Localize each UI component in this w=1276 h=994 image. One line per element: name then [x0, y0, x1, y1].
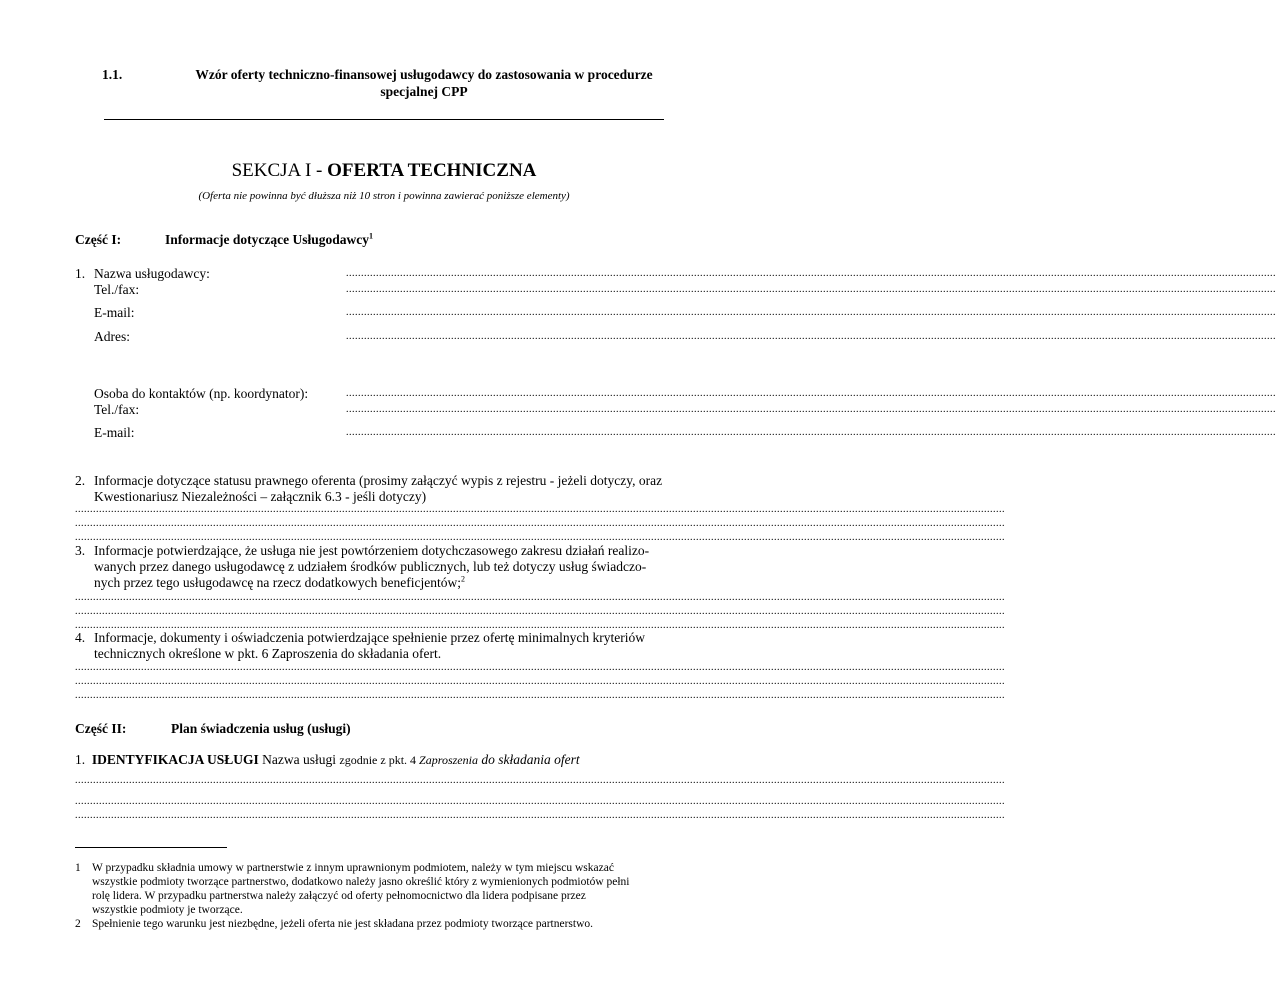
section-prefix: SEKCJA I -: [231, 160, 328, 181]
item4-line2: technicznych określone w pkt. 6 Zaproszenia do składania ofert.: [94, 646, 442, 661]
service-answer-line-1[interactable]: ......................................................................................................................................................................................................................................................................................................................: [75, 775, 1005, 786]
footnote-2-line1: Spełnienie tego warunku jest niezbędne, jeżeli oferta nie jest składana przez podmioty tworzące partnerstwo.: [92, 918, 594, 930]
footnote-ref-1: 1: [368, 231, 373, 241]
contact-tel-field[interactable]: ......................................................................................................................................................................................................................................................................................................................: [346, 404, 1276, 415]
service-heading-line: [75, 752, 580, 768]
service-heading: IDENTYFIKACJA USŁUGI: [91, 752, 259, 767]
footnote-1-line1: W przypadku składnia umowy w partnerstwie z innym uprawnionym podmiotem, należy w tym miejscu wskazać: [92, 862, 614, 874]
service-number: 1.: [75, 752, 86, 767]
service-text1: Nazwa usługi: [258, 752, 340, 767]
item3-line1: Informacje potwierdzające, że usługa nie jest powtórzeniem dotychczasowego zakresu działań realizo-: [94, 543, 650, 558]
item3-line2: wanych przez danego usługodawcę z udziałem środków publicznych, lub też dotyczy usług świadczo-: [94, 559, 647, 574]
header-divider: [104, 119, 664, 120]
part2-title: Plan świadczenia usług (usługi): [171, 721, 351, 736]
footnote-divider: [75, 847, 227, 848]
footnote-ref-2: 2: [460, 574, 465, 584]
contact-field[interactable]: ......................................................................................................................................................................................................................................................................................................................: [346, 388, 1276, 399]
footnote-1-number: 1: [75, 862, 81, 874]
part1-title: Informacje dotyczące Usługodawcy: [165, 232, 369, 247]
item1-number: 1.: [75, 266, 86, 281]
item1-email-label: E-mail:: [94, 305, 135, 320]
item1-name-label: Nazwa usługodawcy:: [94, 266, 210, 281]
item1-contact-email-label: E-mail:: [94, 425, 135, 440]
item1-tel-label: Tel./fax:: [94, 282, 140, 297]
footnote-2-number: 2: [75, 918, 81, 930]
item4-line1: Informacje, dokumenty i oświadczenia potwierdzające spełnienie przez ofertę minimalnych kryteriów: [94, 630, 646, 645]
service-text3: Zaproszenia: [419, 753, 478, 767]
part2-label: Część II:: [75, 721, 127, 736]
item4-answer-line-3[interactable]: ......................................................................................................................................................................................................................................................................................................................: [75, 690, 1005, 701]
item1-contact-label: Osoba do kontaktów (np. koordynator):: [94, 386, 309, 401]
contact-email-field[interactable]: ......................................................................................................................................................................................................................................................................................................................: [346, 427, 1276, 438]
part1-title-wrap: [165, 232, 373, 248]
tel-field[interactable]: ......................................................................................................................................................................................................................................................................................................................: [346, 284, 1276, 295]
service-answer-line-2[interactable]: ......................................................................................................................................................................................................................................................................................................................: [75, 796, 1005, 807]
item3-answer-line-2[interactable]: ......................................................................................................................................................................................................................................................................................................................: [75, 606, 1005, 617]
item3-line3-wrap: [94, 575, 465, 591]
item2-answer-line-3[interactable]: ......................................................................................................................................................................................................................................................................................................................: [75, 532, 1005, 543]
footnote-1-line3: rolę lidera. W przypadku partnerstwa należy załączyć od oferty pełnomocnictwo dla lidera podpisane przez: [92, 890, 586, 902]
email-field[interactable]: ......................................................................................................................................................................................................................................................................................................................: [346, 307, 1276, 318]
footnote-1-line2: wszystkie podmioty tworzące partnerstwo, dodatkowo należy jasno określić który z wymienionych podmiotów pełni: [92, 876, 630, 888]
item2-answer-line-2[interactable]: ......................................................................................................................................................................................................................................................................................................................: [75, 518, 1005, 529]
item1-address-label: Adres:: [94, 329, 130, 344]
header-title-line2: specjalnej CPP: [380, 84, 468, 99]
item4-answer-line-1[interactable]: ......................................................................................................................................................................................................................................................................................................................: [75, 662, 1005, 673]
name-field[interactable]: ......................................................................................................................................................................................................................................................................................................................: [346, 268, 1276, 279]
service-text4: do składania ofert: [477, 752, 580, 767]
section-note: (Oferta nie powinna być dłuższa niż 10 stron i powinna zawierać poniższe elementy): [198, 190, 570, 202]
item2-line2: Kwestionariusz Niezależności – załącznik 6.3 - jeśli dotyczy): [94, 489, 427, 504]
item3-answer-line-3[interactable]: ......................................................................................................................................................................................................................................................................................................................: [75, 620, 1005, 631]
service-answer-line-3[interactable]: ......................................................................................................................................................................................................................................................................................................................: [75, 810, 1005, 821]
item3-line3: nych przez tego usługodawcę na rzecz dodatkowych beneficjentów;: [94, 575, 461, 590]
service-text2: zgodnie z pkt. 4: [339, 753, 420, 767]
item4-number: 4.: [75, 630, 86, 645]
part1-label: Część I:: [75, 232, 122, 247]
section-heading: [0, 160, 768, 182]
item4-answer-line-2[interactable]: ......................................................................................................................................................................................................................................................................................................................: [75, 676, 1005, 687]
header-number: 1.1.: [102, 67, 123, 82]
section-title: OFERTA TECHNICZNA: [327, 160, 537, 181]
address-field[interactable]: ......................................................................................................................................................................................................................................................................................................................: [346, 331, 1276, 342]
header-title-line1: Wzór oferty techniczno-finansowej usługodawcy do zastosowania w procedurze: [195, 67, 653, 82]
footnote-1-line4: wszystkie podmioty je tworzące.: [92, 904, 243, 916]
item2-line1: Informacje dotyczące statusu prawnego oferenta (prosimy załączyć wypis z rejestru - jeżeli dotyczy, oraz: [94, 473, 663, 488]
item2-answer-line-1[interactable]: ......................................................................................................................................................................................................................................................................................................................: [75, 504, 1005, 515]
item3-number: 3.: [75, 543, 86, 558]
item2-number: 2.: [75, 473, 86, 488]
item1-contact-tel-label: Tel./fax:: [94, 402, 140, 417]
item3-answer-line-1[interactable]: ......................................................................................................................................................................................................................................................................................................................: [75, 592, 1005, 603]
